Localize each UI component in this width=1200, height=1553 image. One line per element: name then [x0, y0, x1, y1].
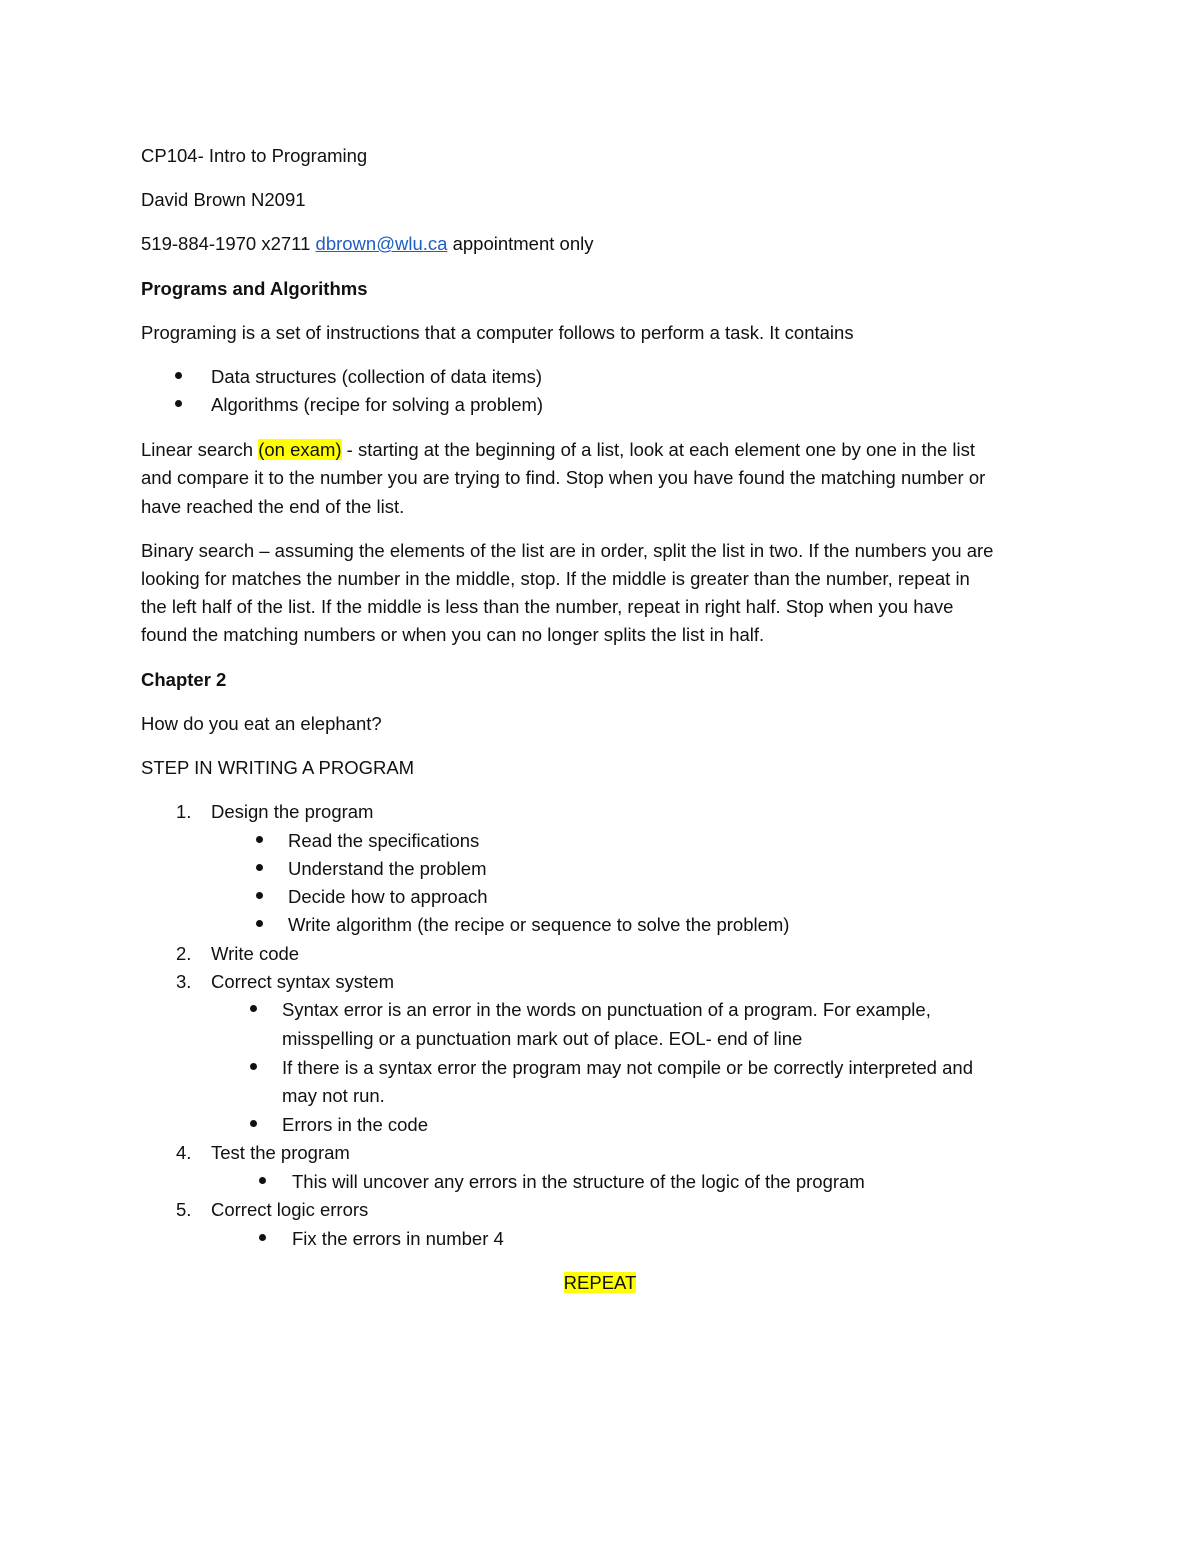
sub-read-specs: Read the specifications	[288, 830, 480, 851]
binary-search-line-1: Binary search – assuming the elements of the list are in order, split the list in two. If the numbers you are	[141, 540, 994, 561]
bullet-icon	[250, 1120, 257, 1127]
step-number: 3.	[176, 971, 192, 992]
repeat-line	[0, 1270, 1200, 1296]
binary-search-line-4: found the matching numbers or when you can no longer splits the list in half.	[141, 624, 765, 645]
sub-uncover: This will uncover any errors in the structure of the logic of the program	[292, 1171, 865, 1192]
sub-syntax-error-2: misspelling or a punctuation mark out of place. EOL- end of line	[282, 1028, 803, 1049]
bullet-icon	[256, 836, 263, 843]
on-exam-highlight: (on exam)	[258, 439, 342, 460]
bullet-algorithms: Algorithms (recipe for solving a problem)	[211, 394, 544, 415]
bullet-icon	[256, 864, 263, 871]
linear-search-line-3: have reached the end of the list.	[141, 496, 405, 517]
step-design: Design the program	[211, 801, 374, 822]
linear-search-label: Linear search	[141, 439, 254, 460]
sub-approach: Decide how to approach	[288, 886, 488, 907]
contact-line	[141, 231, 593, 257]
heading-programs-algorithms: Programs and Algorithms	[141, 278, 368, 299]
phone-number: 519-884-1970 x2711	[141, 233, 311, 254]
sub-algorithm: Write algorithm (the recipe or sequence to solve the problem)	[288, 914, 790, 935]
step-number: 4.	[176, 1142, 192, 1163]
linear-search-desc: - starting at the beginning of a list, look at each element one by one in the list	[341, 439, 976, 460]
binary-search-line-2: looking for matches the number in the middle, stop. If the middle is greater than the number, repeat in	[141, 568, 970, 589]
steps-title: STEP IN WRITING A PROGRAM	[141, 757, 415, 778]
sub-compile-1: If there is a syntax error the program may not compile or be correctly interpreted and	[282, 1057, 973, 1078]
bullet-icon	[250, 1063, 257, 1070]
binary-search-line-3: the left half of the list. If the middle is less than the number, repeat in right half. Stop when you have	[141, 596, 954, 617]
step-test: Test the program	[211, 1142, 350, 1163]
sub-understand: Understand the problem	[288, 858, 487, 879]
sub-syntax-error-1: Syntax error is an error in the words on punctuation of a program. For example,	[282, 999, 931, 1020]
heading-chapter-2: Chapter 2	[141, 669, 227, 690]
appointment-note: appointment only	[452, 233, 594, 254]
instructor-name: David Brown N2091	[141, 189, 306, 210]
elephant-question: How do you eat an elephant?	[141, 713, 382, 734]
bullet-data-structures: Data structures (collection of data items)	[211, 366, 543, 387]
bullet-icon	[175, 400, 182, 407]
bullet-icon	[175, 372, 182, 379]
step-logic: Correct logic errors	[211, 1199, 369, 1220]
bullet-icon	[250, 1005, 257, 1012]
bullet-icon	[259, 1177, 266, 1184]
sub-errors-code: Errors in the code	[282, 1114, 429, 1135]
sub-fix-errors: Fix the errors in number 4	[292, 1228, 504, 1249]
linear-search-line-2: and compare it to the number you are trying to find. Stop when you have found the matching number or	[141, 467, 986, 488]
bullet-icon	[259, 1234, 266, 1241]
step-number: 2.	[176, 943, 192, 964]
linear-search-line-1	[141, 437, 975, 463]
course-title: CP104- Intro to Programing	[141, 145, 368, 166]
programming-definition: Programing is a set of instructions that a computer follows to perform a task. It contains	[141, 322, 854, 343]
step-write-code: Write code	[211, 943, 300, 964]
sub-compile-2: may not run.	[282, 1085, 385, 1106]
repeat-highlight: REPEAT	[563, 1272, 637, 1293]
step-syntax: Correct syntax system	[211, 971, 394, 992]
bullet-icon	[256, 892, 263, 899]
step-number: 5.	[176, 1199, 192, 1220]
bullet-icon	[256, 920, 263, 927]
email-link[interactable]: dbrown@wlu.ca	[315, 233, 448, 254]
step-number: 1.	[176, 801, 192, 822]
